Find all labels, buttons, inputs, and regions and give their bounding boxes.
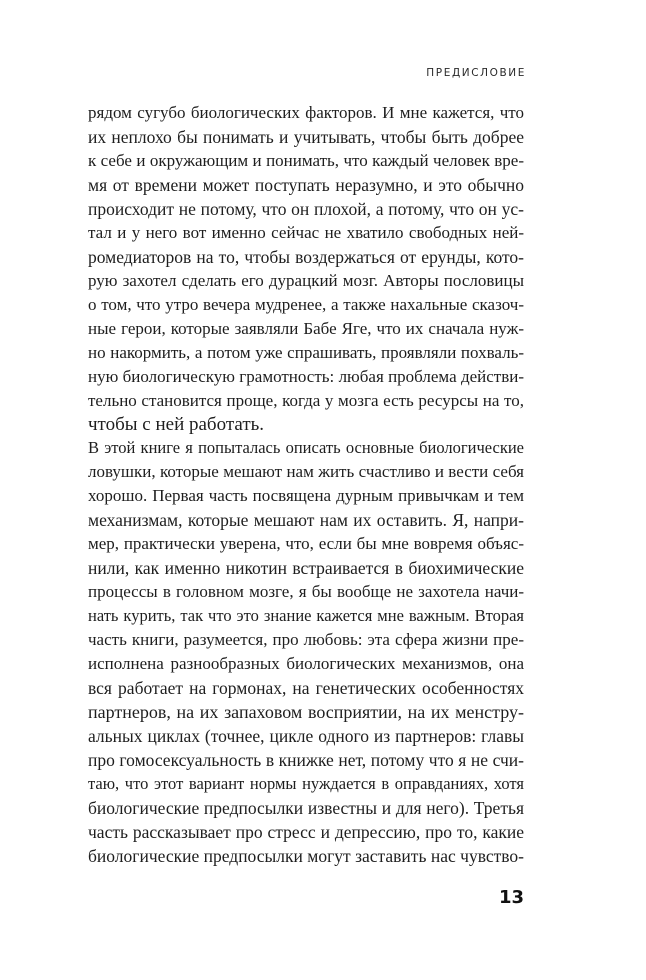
text-line: происходит не потому, что он плохой, а потому, что он ус- <box>88 199 524 219</box>
text-line: часть книги, разумеется, про любовь: эта сфера жизни пре- <box>88 630 524 649</box>
paragraph-2 <box>88 436 524 868</box>
text-line: мер, практически уверена, что, если бы мне вовремя объяс- <box>88 534 524 553</box>
text-line: часть рассказывает про стресс и депрессию, про то, какие <box>88 822 524 842</box>
text-line: ную биологическую грамотность: любая проблема действи- <box>88 367 524 386</box>
text-line: чтобы с ней работать. <box>88 414 265 435</box>
text-line: нили, как именно никотин встраивается в биохимические <box>88 558 524 578</box>
text-line: к себе и окружающим и понимать, что каждый человек вре- <box>88 151 524 170</box>
text-line: рую захотел сделать его дурацкий мозг. Авторы пословицы <box>88 271 524 290</box>
text-line: ные герои, которые заявляли Бабе Яге, что их сначала нуж- <box>88 319 524 338</box>
text-line: таю, что этот вариант нормы нуждается в оправданиях, хотя <box>88 774 524 793</box>
text-line: процессы в головном мозге, я бы вообще не захотела начи- <box>88 582 524 601</box>
text-line: о том, что утро вечера мудренее, а также нахальные сказоч- <box>88 295 524 314</box>
text-line: рядом сугубо биологических факторов. И мне кажется, что <box>88 103 524 122</box>
text-line: ловушки, которые мешают нам жить счастливо и вести себя <box>88 462 524 481</box>
text-line: про гомосексуальность в книжке нет, потому что я не счи- <box>88 750 524 770</box>
text-line: тал и у него вот именно сейчас не хватило свободных ней- <box>88 223 524 242</box>
text-line: исполнена разнообразных биологических механизмов, она <box>88 654 524 673</box>
text-line: вся работает на гормонах, на генетических особенностях <box>88 678 524 698</box>
text-line: хорошо. Первая часть посвящена дурным привычкам и тем <box>88 486 524 505</box>
text-line: партнеров, на их запаховом восприятии, на их менстру- <box>88 702 524 722</box>
text-line: биологические предпосылки могут заставить нас чувство- <box>88 846 524 866</box>
running-head: ПРЕДИСЛОВИЕ <box>426 67 526 79</box>
text-line: нать курить, так что это знание кажется мне важным. Вторая <box>88 606 524 625</box>
text-line: биологические предпосылки известны и для него). Третья <box>88 798 524 818</box>
text-line: тельно становится проще, когда у мозга есть ресурсы на то, <box>88 391 524 410</box>
page-number: 13 <box>498 887 524 908</box>
text-line: но накормить, а потом уже спрашивать, проявляли похваль- <box>88 343 524 362</box>
text-line: мя от времени может поступать неразумно, и это обычно <box>88 175 524 195</box>
text-line: механизмам, которые мешают нам их оставить. Я, напри- <box>88 510 524 530</box>
paragraph-1 <box>88 101 524 437</box>
text-line: В этой книге я попыталась описать основные биологические <box>88 438 524 457</box>
text-line: альных циклах (точнее, цикле одного из партнеров: главы <box>88 726 524 746</box>
text-line: ромедиаторов на то, чтобы воздержаться от ерунды, кото- <box>88 247 524 267</box>
text-line: их неплохо бы понимать и учитывать, чтобы быть добрее <box>88 127 524 147</box>
